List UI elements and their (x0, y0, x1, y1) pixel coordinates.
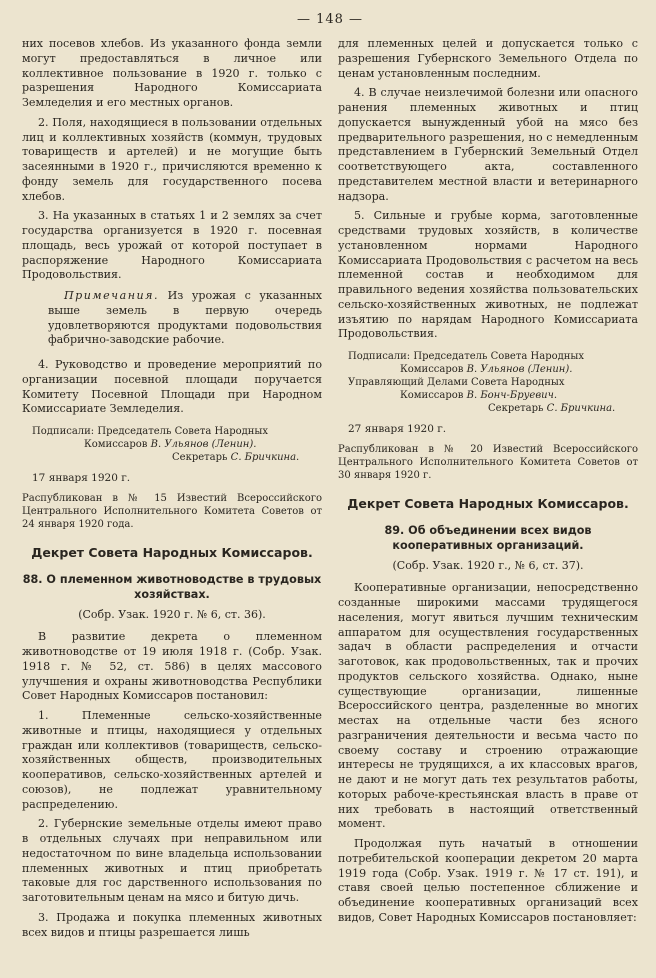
paragraph: 4. Руководство и проведение мероприятий по организации посевной площади поручается Комитету Посевной Площади при Народном Комиссариате Земледелия. (22, 358, 322, 416)
note-text: Из урожая с указанных выше земель в первую очередь удовлетворяются продуктами подовольствия фабрично-заводские рабочие. (48, 289, 322, 347)
decree-title: 88. О племенном животноводстве в трудовых хозяйствах. (22, 572, 322, 601)
page-number: — 148 — (296, 12, 364, 27)
signature-role: Комиссаров (84, 439, 148, 450)
signature-name: С. Бричкина. (230, 452, 300, 463)
date: 17 января 1920 г. (32, 472, 131, 484)
note-label: Примечания. (64, 289, 160, 302)
signature-name: В. Ульянов (Ленин). (466, 364, 573, 375)
left-column (22, 37, 322, 945)
decree-header: Декрет Совета Народных Комиссаров. (347, 495, 629, 511)
paragraph: Продолжая путь начатый в отношении потребительской кооперации декретом 20 марта 1919 года (Собр. Узак. 1919 г. № 17 ст. 191), и ставя своей целью постепенное сближение и объединение кооперативных организаций всех видов, Совет Народных Комиссаров постановляет: (338, 837, 638, 924)
date: 27 января 1920 г. (348, 423, 447, 435)
paragraph: 5. Сильные и грубые корма, заготовленные средствами трудовых хозяйств, в количестве установленном нормами Народного Комиссариата Продовольствия с расчетом на весь племенной состав и необходимом для правильного ведения хозяйства пользовательских сельско-хозяйственных животных, не подлежат изъятию по нарядам Народного Комиссариата Продовольствия. (338, 209, 638, 341)
signature-role: Комиссаров (400, 364, 464, 375)
signature-line (32, 438, 322, 451)
source-reference: (Собр. Узак. 1920 г., № 6, ст. 37). (392, 558, 584, 572)
signature-role: Секретарь (172, 452, 228, 463)
signature-line: Управляющий Делами Совета Народных (348, 377, 565, 388)
paragraph: них посевов хлебов. Из указанного фонда земли могут предоставляться в личное или коллективное пользование в 1920 г. только с разрешения Народного Комиссариата Земледелия и его местных органов. (22, 37, 322, 109)
paragraph: Кооперативные организации, непосредственно созданные широкими массами трудящегося населения, могут явиться лучшим техническим аппаратом для осуществления государственных задач в области распределения и отчасти заготовок, как продовольственных, так и прочих продуктов сельского хозяйства. Однако, ныне существующие организации, лишенные Всероссийского центра, разделенные во многих местах на отдельные части без ясного разграничения деятельности и весьма часто по своему составу и строению отражающие интересы не трудящихся, а их классовых врагов, не дают и не могут дать тех результатов работы, которых рабоче-крестьянская власть в праве от них требовать в настоящий ответственный момент. (338, 581, 638, 831)
signature-name: В. Ульянов (Ленин). (150, 439, 257, 450)
signatures (32, 425, 322, 464)
note (48, 289, 322, 348)
signature-line (348, 389, 638, 402)
signature-line: Подписали: Председатель Совета Народных (32, 426, 269, 437)
signature-line (348, 363, 638, 376)
paragraph: 1. Племенные сельско-хозяйственные животные и птицы, находящиеся у отдельных граждан или коллективов (товариществ, сельско-хозяйственных обществ, производительных кооперативов, сельско-хозяйственных артелей и союзов), не подлежат уравнительному распределению. (22, 709, 322, 811)
paragraph: 4. В случае неизлечимой болезни или опасного ранения племенных животных и птиц допускается вынужденный убой на мясо без предварительного разрешения, но с немедленным представлением в Губернский Земельный Отдел соответствующего акта, составленного представителем местной власти и ветеринарного надзора. (338, 86, 638, 203)
publication-note: Распубликован в № 20 Известий Всероссийского Центрального Исполнительного Комитета Советов от 30 января 1920 г. (338, 443, 638, 481)
right-column (338, 37, 638, 945)
signatures (348, 350, 638, 415)
signature-line: Подписали: Председатель Совета Народных (348, 351, 585, 362)
publication-note: Распубликован в № 15 Известий Всероссийского Центрального Исполнительного Комитета Советов от 24 января 1920 года. (22, 492, 322, 530)
signature-line (32, 451, 322, 464)
signature-name: В. Бонч-Бруевич. (466, 390, 557, 401)
signature-role: Комиссаров (400, 390, 464, 401)
source-reference: (Собр. Узак. 1920 г. № 6, ст. 36). (78, 607, 266, 621)
paragraph: 2. Губернские земельные отделы имеют право в отдельных случаях при неправильном или недостаточном по вине владельца использовании племенных животных и птиц приобретать таковые для гос дарственного использования по заготовительным ценам на мясо и битую дичь. (22, 817, 322, 905)
signature-role: Секретарь (488, 403, 544, 414)
columns (22, 37, 638, 945)
signature-name: С. Бричкина. (546, 403, 616, 414)
signature-line (348, 402, 638, 415)
paragraph: для племенных целей и допускается только с разрешения Губернского Земельного Отдела по ценам установленным последним. (338, 37, 638, 80)
decree-header: Декрет Совета Народных Комиссаров. (31, 544, 313, 560)
decree-title: 89. Об объединении всех видов кооперативных организаций. (384, 523, 592, 552)
paragraph: 3. На указанных в статьях 1 и 2 землях за счет государства организуется в 1920 г. посевная площадь, весь урожай от которой поступает в распоряжение Народного Комиссариата Продовольствия. (22, 209, 322, 282)
paragraph: В развитие декрета о племенном животноводстве от 19 июля 1918 г. (Собр. Узак. 1918 г. № 52, ст. 586) в целях массового улучшения и охраны животноводства Республики Совет Народных Комиссаров постановил: (22, 630, 322, 703)
paragraph: 3. Продажа и покупка племенных животных всех видов и птицы разрешается лишь (22, 910, 322, 939)
paragraph: 2. Поля, находящиеся в пользовании отдельных лиц и коллективных хозяйств (коммун, трудовых товариществ и артелей) и не могущие быть засеянными в 1920 г., причисляются временно к фонду земель для государственного посева хлебов. (22, 115, 322, 203)
